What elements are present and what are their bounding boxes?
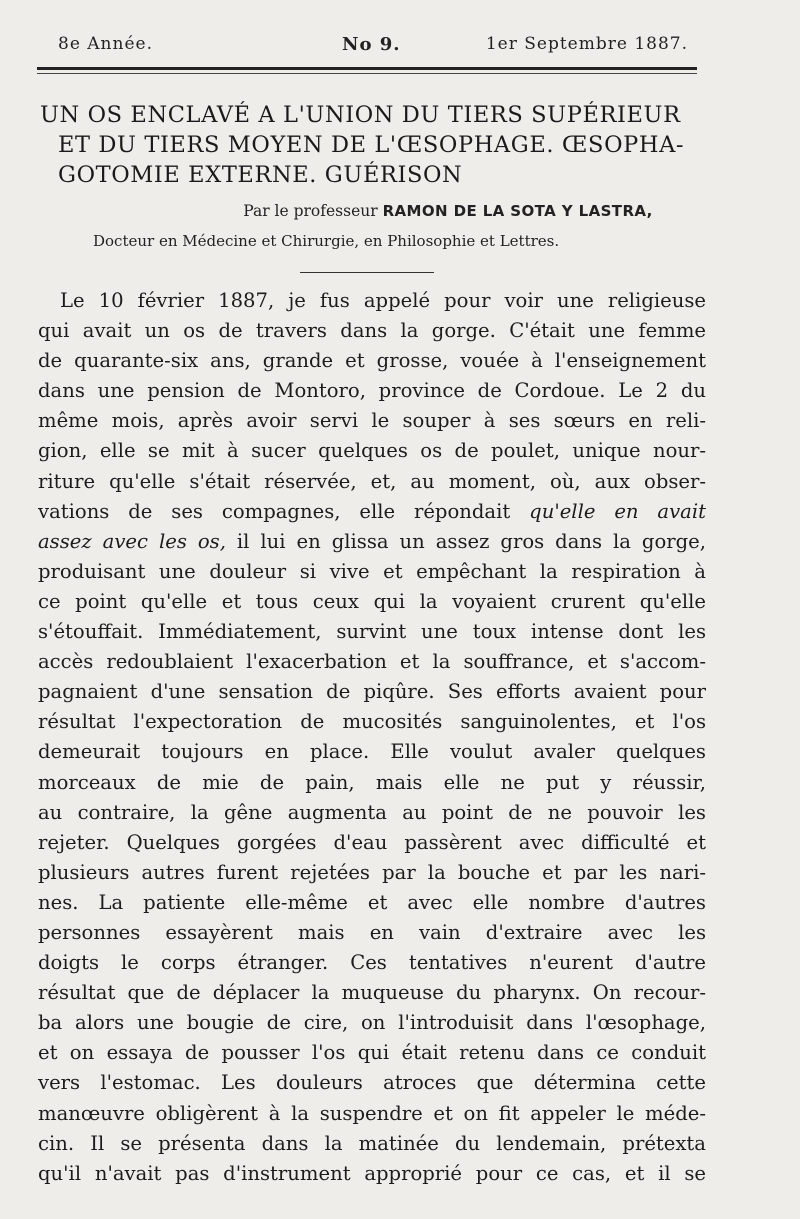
author-name: RAMON DE LA SOTA Y LASTRA, [382, 202, 653, 220]
body-line: demeurait toujours en place. Elle voulut avaler quelques [38, 740, 706, 764]
body-line-text: il lui en glissa un assez gros dans la gorge, [236, 529, 706, 553]
body-line: rejeter. Quelques gorgées d'eau passèrent avec difficulté et [38, 830, 706, 854]
body-line: cin. Il se présenta dans la matinée du lendemain, prétexta [38, 1131, 706, 1155]
running-header [58, 34, 688, 62]
body-line: qu'il n'avait pas d'instrument approprié pour ce cas, et il se [38, 1161, 706, 1185]
body-line: gion, elle se mit à sucer quelques os de poulet, unique nour- [38, 439, 706, 463]
body-line: morceaux de mie de pain, mais elle ne put y réussir, [38, 770, 706, 794]
body-line: résultat que de déplacer la muqueuse du pharynx. On recour- [38, 981, 706, 1005]
body-line: plusieurs autres furent rejetées par la bouche et par les nari- [38, 860, 706, 884]
body-line: manœuvre obligèrent à la suspendre et on fit appeler le méde- [38, 1101, 706, 1125]
body-line: ba alors une bougie de cire, on l'introduisit dans l'œsophage, [38, 1011, 706, 1035]
body-line: de quarante-six ans, grande et grosse, vouée à l'enseignement [38, 349, 706, 373]
byline [0, 202, 800, 220]
issue-year: 8e Année. [58, 34, 153, 54]
body-line: doigts le corps étranger. Ces tentatives n'eurent d'autre [38, 951, 706, 975]
section-divider [300, 272, 434, 273]
body-line: dans une pension de Montoro, province de Cordoue. Le 2 du [38, 379, 706, 403]
italic-quote-b: assez avec les os, [38, 529, 226, 553]
author-credentials: Docteur en Médecine et Chirurgie, en Philosophie et Lettres. [93, 232, 560, 250]
body-line: ce point qu'elle et tous ceux qui la voyaient crurent qu'elle [38, 589, 706, 613]
byline-lead: Par le professeur [243, 202, 378, 220]
body-line: nes. La patiente elle-même et avec elle nombre d'autres [38, 890, 706, 914]
body-line: vers l'estomac. Les douleurs atroces que détermina cette [38, 1071, 706, 1095]
body-line: produisant une douleur si vive et empêchant la respiration à [38, 559, 706, 583]
body-line: riture qu'elle s'était réservée, et, au moment, où, aux obser- [38, 469, 706, 493]
body-line: au contraire, la gêne augmenta au point de ne pouvoir les [38, 800, 706, 824]
article-body [38, 286, 706, 1189]
body-line: même mois, après avoir servi le souper à ses sœurs en reli- [38, 409, 706, 433]
body-line-text: vations de ses compagnes, elle répondait [38, 499, 511, 523]
issue-date: 1er Septembre 1887. [485, 34, 688, 54]
header-rule-thin [37, 73, 697, 74]
body-line: personnes essayèrent mais en vain d'extraire avec les [38, 920, 706, 944]
title-line-1: UN OS ENCLAVÉ A L'UNION DU TIERS SUPÉRIEUR [40, 102, 681, 128]
header-rule-thick [37, 67, 697, 70]
body-line: pagnaient d'une sensation de piqûre. Ses efforts avaient pour [38, 680, 706, 704]
body-line: accès redoublaient l'exacerbation et la souffrance, et s'accom- [38, 650, 706, 674]
body-line-mixed [38, 527, 706, 557]
italic-quote-a: qu'elle en avait [529, 499, 706, 523]
title-line-2: ET DU TIERS MOYEN DE L'ŒSOPHAGE. ŒSOPHA- [58, 132, 685, 158]
issue-number: No 9. [342, 34, 401, 55]
body-line: qui avait un os de travers dans la gorge. C'était une femme [38, 319, 706, 343]
body-line: résultat l'expectoration de mucosités sanguinolentes, et l'os [38, 710, 706, 734]
body-line: Le 10 février 1887, je fus appelé pour voir une religieuse [60, 289, 706, 312]
body-line: et on essaya de pousser l'os qui était retenu dans ce conduit [38, 1041, 706, 1065]
body-line-mixed [38, 497, 706, 527]
body-line: s'étouffait. Immédiatement, survint une toux intense dont les [38, 620, 706, 644]
article-title [40, 100, 720, 190]
title-line-3: GOTOMIE EXTERNE. GUÉRISON [58, 162, 463, 188]
